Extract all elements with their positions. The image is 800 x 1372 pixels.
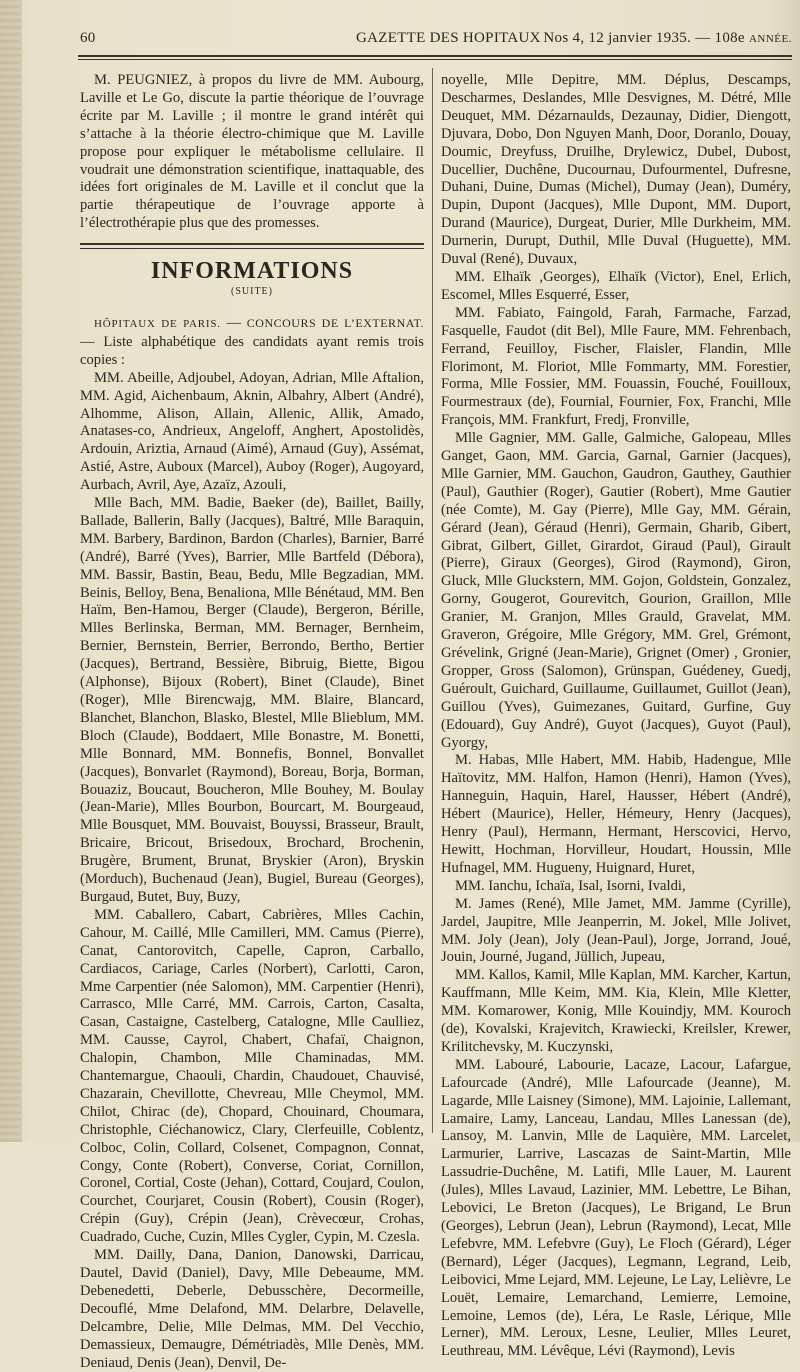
list-paragraph-d: MM. Dailly, Dana, Danion, Danowski, Darricau, Dautel, David (Daniel), Davy, Mlle Debeaume, MM. Debenedetti, Deberle, Debusschère, Decormeille, Decouflé, Mme Delafond, MM. Delarbre, Delavelle, Delcambre, Delie, Mlle Delmas, MM. Del Vecchio, Demassieux, Demaugre, Démétriadès, Mlle Denès, MM. Deniaud, Denis (Jean), Denvil, De- xyxy=(80,1247,424,1371)
issue-date: Nos 4, 12 janvier 1935. — 108e xyxy=(543,30,745,46)
list-paragraph-b: Mlle Bach, MM. Badie, Baeker (de), Baillet, Bailly, Ballade, Ballerin, Bally (Jacques), Baltré, Mlle Baraquin, MM. Barbery, Bardinon, Bardon (Charles), Barnier, Barré (André), Barré (Yves), Barrier, Mlle Bartfeld (Débora), MM. Bassir, Bastin, Beau, Bedu, Mlle Begzadian, MM. Beinis, Belloy, Bena, Benaliona, Mlle Bénétaud, MM. Ben Haïm, Ben-Hamou, Berger (Claude), Bergeron, Bérille, Mlles Berlinska, Berman, MM. Bernager, Bernheim, Bernier, Bernstein, Berrier, Berrondo, Bertho, Bertier (Jacques), Bertrand, Bessière, Bibruig, Biette, Bigou (Alphonse), Bijoux (Robert), Binet (Claude), Binet (Roger), Mlle Birencwajg, MM. Blaire, Blancard, Blanchet, Blanchon, Blasko, Blestel, Mlle Blieblum, MM. Bloch (Claude), Boddaert, Mlle Bonastre, M. Bonetti, Mlle Bonnard, MM. Bonnefis, Bonnel, Bonvallet (Jacques), Bonvarlet (Raymond), Boreau, Borja, Borman, Bouaziz, Boucaut, Boucheron, Mlle Bouhey, M. Boulay (Jean-Marie), Mlles Bourbon, Bourcart, M. Bourgeaud, Mlle Bousquet, MM. Bouvaist, Bouyssi, Brasseur, Brault, Bricaire, Bricout, Brisedoux, Brochard, Brochenin, Brugère, Brument, Brunat, Bryskier (Aron), Bryskin (Morduch), Buchenaud (Jean), Bugiel, Bureau (Georges), Burgaud, Butet, Buy, Buzy, xyxy=(80,495,424,905)
issue-year-label: ANNÉE. xyxy=(748,33,792,45)
list-paragraph-l: MM. Labouré, Labourie, Lacaze, Lacour, Lafargue, Lafourcade (André), Mlle Lafourcade (Jeanne), M. Lagarde, Mlle Laisney (Simone), MM. Lajoinie, Lallemant, Lamaire, Lamy, Lanceau, Landau, Mlles Lanessan (de), Lansoy, M. Lanvin, Mlle de Laquière, MM. Larcelet, Larmurier, Larrive, Lascazas de Saint-Martin, Mlle Lassudrie-Duchêne, M. Latifi, Mlle Lauer, M. Laurent (Jules), Mlles Lavaud, Lazinier, MM. Lebettre, Le Bihan, Lebovici, Le Breton (Jacques), Le Brigand, Le Brun (Georges), Lebrun (Jean), Lebrun (Raymond), Lecat, Mlle Lefebvre, MM. Lefebvre (Guy), Le Floch (Gérard), Léger (Bernard), Léger (Jacques), Legmann, Legrand, Leib, Leibovici, Mme Lejard, MM. Lejeune, Le Lay, Lelièvre, Le Louët, Lemaire, Lemarchand, Lemierre, Lemoine, Lemoine, Lemos (de), Léra, Le Rasle, Lérique, Mlle Lerner), MM. Leroux, Lesne, Leulier, Mlles Leuret, Leuthreau, MM. Lévêque, Lévi (Raymond), Levis xyxy=(441,1056,791,1360)
list-paragraph-c: MM. Caballero, Cabart, Cabrières, Mlles Cachin, Cahour, M. Caillé, Mlle Camilleri, MM. Camus (Pierre), Canat, Cantorovitch, Capelle, Capron, Carballo, Cardiacos, Cariage, Carles (Norbert), Carlotti, Caron, Mme Carpentier (née Salomon), MM. Carpentier (Henri), Carrasco, Mlle Carré, MM. Carrois, Carton, Casalta, Casan, Castaigne, Castelberg, Catalogne, Mlle Caulliez, MM. Causse, Cayrol, Chabert, Chafaï, Chaignon, Chalopin, Chambon, Mlle Chaminadas, MM. Chantemargue, Chaouli, Chardin, Chaudouet, Chauvisé, Chazarain, Chevillotte, Chevreau, Mlle Cheymol, MM. Chilot, Chirac (de), Chopard, Chouinard, Choumara, Christophle, Ciéchanowicz, Clary, Clerfeuille, Coblentz, Colboc, Colin, Collard, Colsenet, Compagnon, Connat, Congy, Conte (Robert), Converse, Coriat, Cornillon, Coronel, Cortial, Coste (Jehan), Cottard, Coujard, Coulon, Courchet, Courjaret, Cousin (Robert), Cousin (Roger), Crépin (Guy), Crépin (Jean), Crèvecœur, Crohas, Cuadrado, Cuche, Cuzin, Mlles Cygler, Cypin, M. Czesla. xyxy=(80,906,424,1246)
list-paragraph-g: Mlle Gagnier, MM. Galle, Galmiche, Galopeau, Mlles Ganget, Gaon, MM. Garcia, Garnal, Garnier (Jacques), Mlle Garnier, MM. Gauchon, Gaudron, Gauthey, Gauthier (Paul), Gauthier (Roger), Gautier (Robert), Mme Gautier (née Comte), M. Gay (Pierre), Mlle Gay, MM. Gérain, Gérard (Jean), Géraud (Henri), Germain, Gharib, Gibert, Gibrat, Gilbert, Gillet, Girardot, Giraud (Paul), Girault (Pierre), Giraux (Georges), Girod (Raymond), Giron, Gluck, Mlle Gluckstern, MM. Gojon, Goldstein, Gonzalez, Gorny, Gougerot, Gourevitch, Gourion, Graillon, Mlle Granier, M. Granjon, Mlles Grauld, Gravelat, MM. Graveron, Grégoire, Mlle Grégory, MM. Grel, Grémont, Grévelink, Grigné (Jean-Marie), Grignet (Omer) , Gronier, Gropper, Gross (Salomon), Grünspan, Guédeney, Guedj, Guéroult, Guichard, Guillaume, Guillaumet, Guillot (Jean), Guillou (Yves), Guimezanes, Guitard, Gurfine, Guy (Edouard), Guy André), Guyot (Jacques), Guyot (Paul), Gyorgy, xyxy=(441,430,791,751)
list-paragraph-k: MM. Kallos, Kamil, Mlle Kaplan, MM. Karcher, Kartun, Kauffmann, Mlle Keim, MM. Kia, Klein, Mlle Kletter, MM. Komarower, Konig, Mlle Kouindjy, MM. Kouroch (de), Kovalski, Krajevitch, Krawiecki, Kreilsler, Krewer, Krilitchevsky, M. Kuczynski, xyxy=(441,967,791,1055)
list-paragraph-d-continued: noyelle, Mlle Depitre, MM. Déplus, Descamps, Descharmes, Deslandes, Mlle Desvignes, M. Détré, Mlle Deuquet, MM. Dézarnaulds, Dezaunay, Didier, Diengott, Djuvara, Dobo, Don Nguyen Manh, Door, Doranlo, Douay, Doumic, Dreyfuss, Druilhe, Drylewicz, Dubel, Dubost, Ducellier, Duchêne, Ducournau, Dufourmentel, Dufresne, Duhani, Duine, Dumas (Michel), Dumay (Jean), Duméry, Dupin, Dupont (Jacques), Mlle Dupont, MM. Duport, Durand (Maurice), Durgeat, Durier, Mlle Durkheim, MM. Durnerin, Durupt, Duthil, Mlle Duval (Huguette), MM. Duval (René), Duvaux, xyxy=(441,72,791,268)
section-separator xyxy=(80,243,424,249)
list-paragraph-f: MM. Fabiato, Faingold, Farah, Farmache, Farzad, Fasquelle, Faudot (dit Bel), Mlle Faure, MM. Fehrenbach, Ferrand, Feuilloy, Fischer, Flaisler, Flandin, Mlle Florimont, M. Floriot, Mlle Fommarty, MM. Forestier, Forma, Mlle Fossier, MM. Fouassin, Fouché, Fouilloux, Fourmestraux (de), Fournial, Fournier, Fox, Franchi, Mlle François, MM. Frankfurt, Fredj, Fronville, xyxy=(441,304,791,429)
header-rule xyxy=(78,55,792,57)
list-paragraph-j: M. James (René), Mlle Jamet, MM. Jamme (Cyrille), Jardel, Jaupitre, Mlle Jeanperrin, M. Jokel, Mlle Jolivet, MM. Joly (Jean), Joly (Jean-Paul), Jorge, Jorrand, Joué, Jouin, Journé, Jugand, Jüllich, Jupeau, xyxy=(441,895,791,966)
journal-title: GAZETTE DES HOPITAUX xyxy=(356,30,541,46)
page-number: 60 xyxy=(80,30,96,46)
running-header xyxy=(80,30,792,52)
section-subtitle: (SUITE) xyxy=(231,286,273,298)
column-divider xyxy=(432,68,433,1133)
binding-edge xyxy=(0,0,22,1142)
section-title: INFORMATIONS xyxy=(150,258,354,285)
lead-paragraph xyxy=(80,315,424,370)
lead-contest: CONCOURS DE L’EXTERNAT. xyxy=(246,315,425,330)
header-rule-thin xyxy=(78,59,792,60)
left-column xyxy=(80,72,424,1372)
list-paragraph-a: MM. Abeille, Adjoubel, Adoyan, Adrian, Mlle Aftalion, MM. Agid, Aichenbaum, Aknin, Albahry, Albert (André), Alhomme, Alison, Allain, Allenic, Allik, Amado, Anatases-co, Andrieux, Angeloff, Anghert, Apostolidès, Ardouin, Ariztia, Arnaud (Aimé), Arnaud (Guy), Assémat, Astié, Astre, Auboux (Marcel), Auboy (Roger), Augoyard, Aurbach, Avril, Aye, Azaïz, Azouli, xyxy=(80,369,424,494)
issue-info xyxy=(543,30,792,47)
list-paragraph-e: MM. Elhaïk ,Georges), Elhaïk (Victor), Enel, Erlich, Escomel, Mlles Esquerré, Esser, xyxy=(441,268,791,303)
intro-paragraph: M. PEUGNIEZ, à propos du livre de MM. Aubourg, Laville et Le Go, discute la partie théorique de l’ouvrage écrite par M. Laville ; il montre le grand intérêt qui s’attache à la théorie électro-chimique que M. Laville propose pour expliquer le métabolisme cellulaire. Il voudrait une démonstration scientifique, inattaquable, des idées fort originales de M. Laville et il conclut que la partie thérapeutique de l’ouvrage apporte à l’électrothérapie plus que des promesses. xyxy=(80,72,424,232)
lead-dash: — xyxy=(220,314,247,331)
lead-prefix: HÔPITAUX DE PARIS. xyxy=(94,317,221,330)
list-paragraph-i: MM. Ianchu, Ichaïa, Isal, Isorni, Ivaldi, xyxy=(455,877,686,894)
lead-rest: — Liste alphabétique des candidats ayant remis trois copies : xyxy=(80,333,424,368)
right-column xyxy=(441,72,791,1361)
list-paragraph-h: M. Habas, Mlle Habert, MM. Habib, Hadengue, Mlle Haïtovitz, MM. Halfon, Hamon (Henri), Hamon (Yves), Hanneguin, Haquin, Harel, Hausser, Hébert (André), Hébert (Maurice), Heller, Hémeury, Henry (Jacques), Henry (Paul), Hermann, Hermant, Herscovici, Hervo, Hewitt, Hochman, Horvilleur, Houdart, Houssin, Mlle Hufnagel, MM. Hugueny, Huignard, Huret, xyxy=(441,752,791,876)
